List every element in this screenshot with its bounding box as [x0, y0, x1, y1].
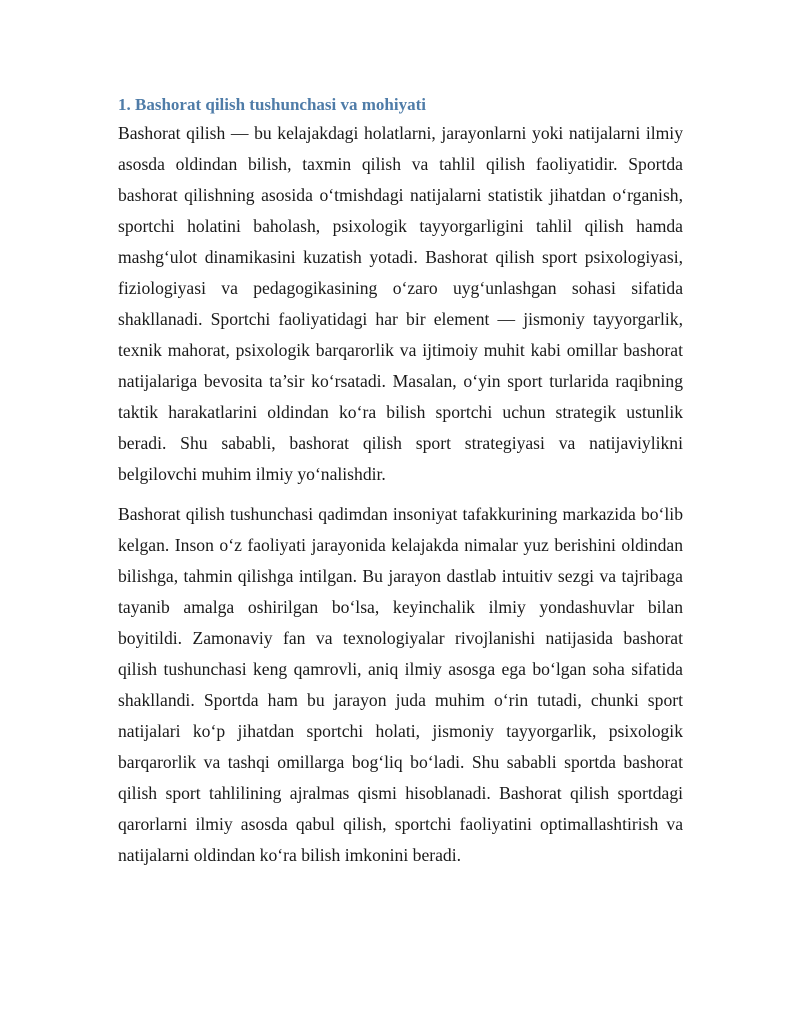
- section-heading: 1. Bashorat qilish tushunchasi va mohiyati: [118, 95, 426, 114]
- paragraph-2: Bashorat qilish tushunchasi qadimdan insoniyat tafakkurining markazida bo‘lib kelgan. Inson o‘z faoliyati jarayonida kelajakda nimalar yuz berishini oldindan bilishga, tahmin qilishga intilgan. Bu jarayon dastlab intuitiv sezgi va tajribaga tayanib amalga oshirilgan bo‘lsa, keyinchalik ilmiy yondashuvlar bilan boyitildi. Zamonaviy fan va texnologiyalar rivojlanishi natijasida bashorat qilish tushunchasi keng qamrovli, aniq ilmiy asosga ega bo‘lgan soha sifatida shakllandi. Sportda ham bu jarayon juda muhim o‘rin tutadi, chunki sport natijalari ko‘p jihatdan sportchi holati, jismoniy tayyorgarlik, psixologik barqarorlik va tashqi omillarga bog‘liq bo‘ladi. Shu sababli sportda bashorat qilish sport tahlilining ajralmas qismi hisoblanadi. Bashorat qilish sportdagi qarorlarni ilmiy asosda qabul qilish, sportchi faoliyatini optimallashtirish va natijalarni oldindan ko‘ra bilish imkonini beradi.: [118, 504, 683, 865]
- paragraph-1: Bashorat qilish — bu kelajakdagi holatlarni, jarayonlarni yoki natijalarni ilmiy asosda oldindan bilish, taxmin qilish va tahlil qilish faoliyatidir. Sportda bashorat qilishning asosida o‘tmishdagi natijalarni statistik jihatdan o‘rganish, sportchi holatini baholash, psixologik tayyorgarligini tahlil qilish hamda mashg‘ulot dinamikasini kuzatish yotadi. Bashorat qilish sport psixologiyasi, fiziologiyasi va pedagogikasining o‘zaro uyg‘unlashgan sohasi sifatida shakllanadi. Sportchi faoliyatidagi har bir element — jismoniy tayyorgarlik, texnik mahorat, psixologik barqarorlik va ijtimoiy muhit kabi omillar bashorat natijalariga bevosita ta’sir ko‘rsatadi. Masalan, o‘yin sport turlarida raqibning taktik harakatlarini oldindan ko‘ra bilish sportchi uchun strategik ustunlik beradi. Shu sababli, bashorat qilish sport strategiyasi va natijaviylikni belgilovchi muhim ilmiy yo‘nalishdir.: [118, 123, 683, 484]
- document-page: [118, 94, 683, 871]
